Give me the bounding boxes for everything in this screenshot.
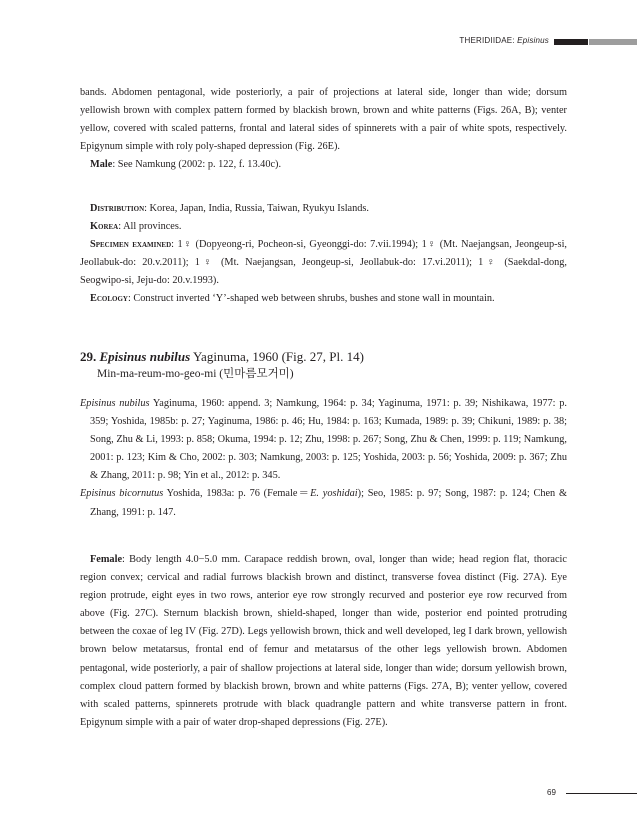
species-author: Yaginuma, 1960 (Fig. 27, Pl. 14) <box>190 349 364 364</box>
ecology-label: Ecology <box>90 293 128 305</box>
synonymy-entry <box>80 485 567 521</box>
synonym-citations: Yoshida, 1983a: p. 76 (Female＝ <box>163 488 311 500</box>
female-text: : Body length 4.0−5.0 mm. Carapace reddish brown, oval, longer than wide; head region flat, thoracic region convex; cervical and radial furrows blackish brown and distinct, transverse fovea distinct (Fig. 27A). Eye region protrude, eight eyes in two rows, anterior eye row strongly recurved and posterior eye row recurved from above (Fig. 27C). Sternum blackish brown, shield-shaped, longer than wide, posterior end pointed protruding between the coxae of leg IV (Fig. 27D). Legs yellowish brown, thick and well developed, leg I dark brown, yellowish brown below metatarsus, frontal end of femur and metatarsus of the other legs yellowish brown. Abdomen pentagonal, wide posteriorly, a pair of shallow projections at lateral side, longer than wide; dorsum yellowish brown, complex cloud pattern formed by blackish brown, brown and white patterns (Figs. 27A, B); venter yellow, covered with scaled patterns, spinnerets protrude with black quadrangle pattern and white transverse pattern in front. Epigynum simple with a pair of water drop-shaped depressions (Fig. 27E). <box>80 554 567 728</box>
description-paragraph: bands. Abdomen pentagonal, wide posteriorly, a pair of projections at lateral side, longer than wide; dorsum yellowish brown with complex pattern formed by blackish brown, brown and white patterns (Figs. 26A, B); venter yellow, covered with scaled patterns, frontal and lateral sides of spinnerets with a pair of white spots, respectively. Epigynum simple with roly poly-shaped depression (Fig. 26E). <box>80 87 567 153</box>
synonym-citations-end: ); Seo, 1985: p. 97; Song, 1987: p. 124; Chen & Zhang, 1991: p. 147. <box>90 488 567 518</box>
header-bar-dark <box>554 39 588 45</box>
korea-paragraph <box>80 218 567 236</box>
synonym-citations: Yaginuma, 1960: append. 3; Namkung, 1964: p. 34; Yaginuma, 1971: p. 39; Nishikawa, 1977: p. 359; Yoshida, 1985b: p. 27; Yaginuma, 1986: p. 46; Hu, 1984: p. 163; Kumada, 1989: p. 39; Chikuni, 1989: p. 38; Song, Zhu & Li, 1993: p. 858; Okuma, 1994: p. 12; Zhu, 1998: p. 267; Song, Zhu & Chen, 1999: p. 119; Namkung, 2001: p. 123; Kim & Cho, 2002: p. 303; Namkung, 2003: p. 125; Yoshida, 2003: p. 56; Yoshida, 2009: p. 367; Zhu & Zhang, 2011: p. 98; Yin et al., 2012: p. 345. <box>90 398 567 482</box>
synonymy-entry <box>80 395 567 485</box>
korea-text: : All provinces. <box>118 221 182 233</box>
synonym-italic-name: E. yoshidai <box>310 488 358 500</box>
female-paragraph <box>80 551 567 732</box>
male-paragraph <box>80 156 567 174</box>
male-text: : See Namkung (2002: p. 122, f. 13.40c). <box>112 159 282 171</box>
distribution-paragraph <box>80 200 567 218</box>
footer-rule <box>566 793 637 794</box>
header-genus: Episinus <box>517 36 549 45</box>
description-continued <box>80 84 567 174</box>
page-number: 69 <box>547 788 556 797</box>
distribution-label: Distribution <box>90 203 145 214</box>
species-name: Episinus nubilus <box>99 349 191 364</box>
specimen-text: : 1♀ (Dopyeong-ri, Pocheon-si, Gyeonggi-do: 7.vii.1994); 1♀ (Mt. Naejangsan, Jeongeup-si, Jeollabuk-do: 20.v.2011); 1♀ (Mt. Naejangsan, Jeongeup-si, Jeollabuk-do: 17.vi.2011); 1♀ (Saekdal-dong, Seogwipo-si, Jeju-do: 20.v.1993). <box>80 239 567 287</box>
species-korean-name: Min-ma-reum-mo-geo-mi (민마름모거미) <box>97 368 294 380</box>
male-label: Male <box>90 159 113 171</box>
synonym-name: Episinus nubilus <box>80 398 150 409</box>
ecology-paragraph <box>80 290 567 308</box>
korea-label: Korea <box>90 221 119 233</box>
specimen-paragraph <box>80 236 567 290</box>
species-heading <box>80 349 567 365</box>
distribution-text: : Korea, Japan, India, Russia, Taiwan, Ryukyu Islands. <box>144 203 370 214</box>
running-header-title <box>459 36 549 46</box>
synonym-name: Episinus bicornutus <box>80 488 164 500</box>
synonymy-list <box>80 395 567 522</box>
female-section <box>80 551 567 732</box>
species-number: 29. <box>80 349 97 364</box>
running-header <box>0 36 637 48</box>
specimen-label: Specimen examined <box>90 239 172 251</box>
distribution-section <box>80 200 567 309</box>
header-family: THERIDIIDAE: <box>459 36 515 45</box>
header-bar-grey <box>589 39 637 45</box>
ecology-text: : Construct inverted ‘Y’-shaped web between shrubs, bushes and stone wall in mountain. <box>127 293 495 305</box>
female-label: Female <box>90 554 123 565</box>
